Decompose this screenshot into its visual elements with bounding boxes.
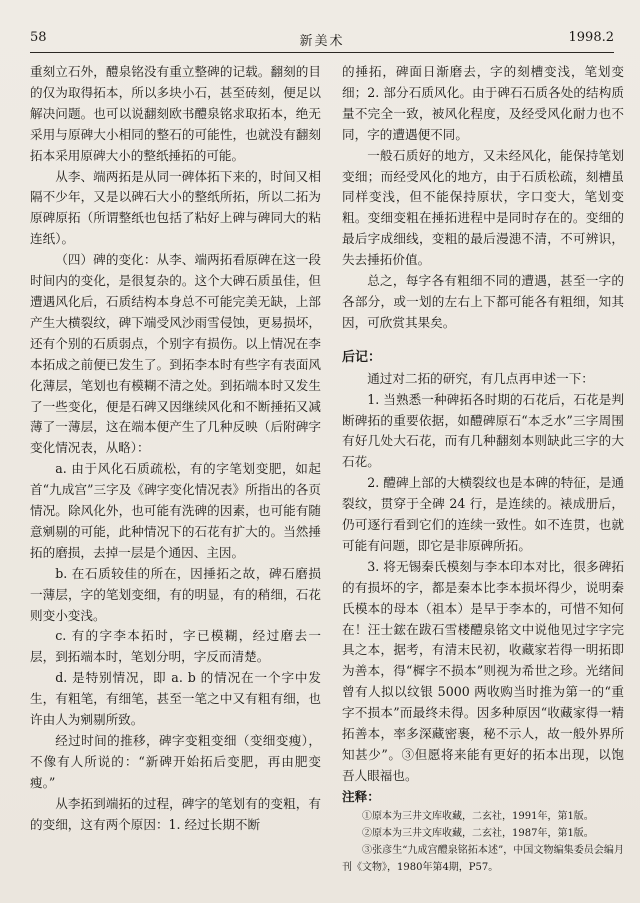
right-column <box>342 62 624 876</box>
paragraph: 经过时间的推移，碑字变粗变细（变细变瘦），不像有人所说的：“新碑开始拓后变肥，再由肥变瘦。” <box>30 733 321 790</box>
left-column <box>30 62 321 836</box>
postscript-heading: 后记： <box>342 349 382 365</box>
page-header <box>30 26 614 53</box>
paragraph: 重刻立石外，醴泉铭没有重立整碑的记载。翻刻的目的仅为取得拓本，所以多块小石，甚至砖刻，便足以解决问题。也可以说翻刻欧书醴泉铭求取拓本，绝无采用与原碑大小相同的整石的可能性，也就没有翻刻拓本采用原碑大小的整纸捶拓的可能。 <box>30 64 321 163</box>
paragraph: 1. 当熟悉一种碑拓各时期的石花后，石花是判断碑拓的重要依据，如醴碑原石“本乏水”三字周围有好几处大石花，而有几种翻刻本则缺此三字的大石花。 <box>342 391 624 470</box>
footnote: ②原本为三井文库收藏，二玄社，1987年，第1版。 <box>362 827 594 839</box>
issue-date: 1998.2 <box>568 30 614 45</box>
paragraph: 总之，每字各有粗细不同的遭遇，甚至一字的各部分，或一划的左右上下都可能各有粗细，知其因，可欣赏其果矣。 <box>342 273 624 330</box>
footnote: ③张彦生“九成宫醴泉铭拓本述”，中国文物编集委员会编月刊《文物》，1980年第4期，P57。 <box>342 844 624 873</box>
page-number: 58 <box>30 30 47 45</box>
paragraph: 2. 醴碑上部的大横裂纹也是本碑的特征，是通裂纹，贯穿于全碑 24 行，是连续的。裱成册后，仍可逐行看到它们的连续一致性。如不连贯，也就可能有问题，即它是非原碑所拓。 <box>342 475 624 553</box>
footnote: ①原本为三井文库收藏，二玄社，1991年，第1版。 <box>362 810 594 822</box>
spacer <box>342 334 624 348</box>
notes-heading: 注释： <box>342 788 380 804</box>
paragraph: c. 有的字李本拓时，字已模糊，经过磨去一层，到拓端本时，笔划分明，字反而清楚。 <box>30 628 321 665</box>
paragraph: （四）碑的变化：从李、端两拓看原碑在这一段时间内的变化，是很复杂的。这个大碑石质虽佳，但遭遇风化后，石质结构本身总不可能完美无缺，上部产生大横裂纹，碑下端受风沙雨雪侵蚀，更易损坏，还有个别的石质弱点，个别字有损伤。以上情况在李本拓成之前便已发生了。到拓李本时有些字有表面风化薄层，笔划也有模糊不清之处。到拓端本时又发生了一些变化，便是石碑又因继续风化和不断捶拓又减薄了一薄层，这在端本便产生了几种反映（后附碑字变化情况表，从略）： <box>30 252 321 456</box>
paragraph: 从李拓到端拓的过程，碑字的笔划有的变粗，有的变细，这有两个原因：1. 经过长期不断 <box>30 795 321 832</box>
paragraph: 3. 将无锡秦氏模刻与李本印本对比，很多碑拓的有损坏的字，都是秦本比李本损坏得少，说明秦氏模本的母本（祖本）是早于李本的，可惜不知何在！汪士鋐在跋石雪楼醴泉铭文中说他见过字字完具之本，据考，有清末民初，收藏家若得一明拓即为善本，得“樨字不损本”则视为希世之珍。光绪间曾有人拟以纹银 5000 两收购当时推为第一的“重字不损本”而最终未得。因多种原因“收藏家得一精拓善本，率多深藏密裹，秘不示人，故一般外界所知甚少”。③但愿将来能有更好的拓本出现，以饱吾人眼福也。 <box>342 558 624 783</box>
journal-title: 新美术 <box>299 34 345 49</box>
paragraph: 一般石质好的地方，又未经风化，能保持笔划变细；而经受风化的地方，由于石质松疏，刻槽虽同样变浅，但不能保持原状，字口变大，笔划变粗。变细变粗在捶拓进程中是同时存在的。变细的最后字成细线，变粗的最后漫漶不清，不可辨识，失去捶拓价值。 <box>342 147 624 268</box>
paragraph: d. 是特别情况，即 a. b 的情况在一个字中发生，有粗笔，有细笔，甚至一笔之中又有粗有细，也许由人为剜剔所致。 <box>30 670 321 728</box>
paragraph: 的捶拓，碑面日渐磨去，字的刻槽变浅，笔划变细；2. 部分石质风化。由于碑石石质各处的结构质量不完全一致，被风化程度，及经受风化耐力也不同，字的遭遇便不同。 <box>342 64 624 142</box>
paragraph: 通过对二拓的研究，有几点再申述一下： <box>367 370 594 386</box>
paragraph: b. 在石质较佳的所在，因捶拓之故，碑石磨损一薄层，字的笔划变细，有的明显，有的稍细，石花则变小变浅。 <box>30 565 321 623</box>
paragraph: a. 由于风化石质疏松，有的字笔划变肥，如起首“九成宫”三字及《碑字变化情况表》所指出的各页情况。除风化外，也可能有洗碑的因素，也可能有随意剜剔的可能，此种情况下的石花有扩大的。当然捶拓的磨损，去掉一层是个通因、主因。 <box>30 461 321 560</box>
paragraph: 从李、端两拓是从同一碑体拓下来的，时间又相隔不少年，又是以碑石大小的整纸所拓，所以二拓为原碑原拓（所谓整纸也包括了粘好上碑与碑同大的粘连纸）。 <box>30 168 321 247</box>
